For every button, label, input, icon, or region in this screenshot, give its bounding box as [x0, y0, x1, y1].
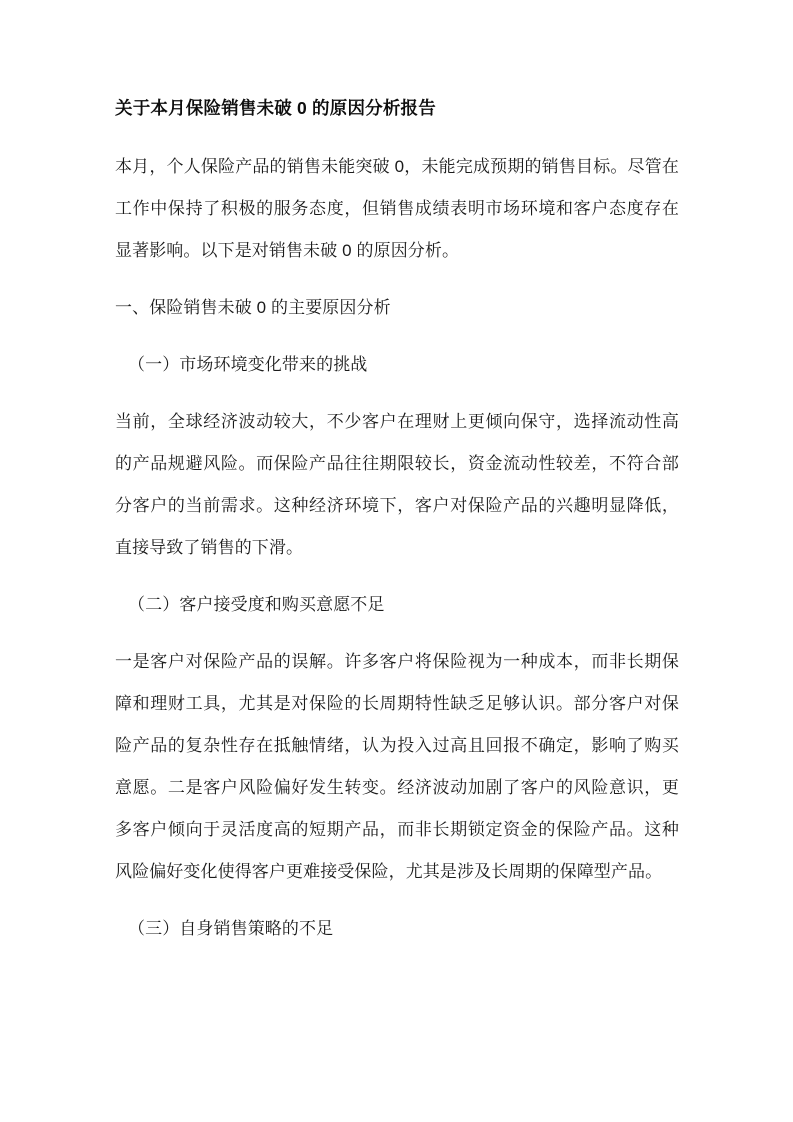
subsection-heading-1-2: （二）客户接受度和购买意愿不足: [128, 595, 385, 614]
subsection-paragraph-1-1: 当前，全球经济波动较大，不少客户在理财上更倾向保守，选择流动性高的产品规避风险。而保险产品往往期限较长，资金流动性较差，不符合部分客户的当前需求。这种经济环境下，客户对保险产品的兴趣明显降低，直接导致了销售的下滑。: [115, 412, 679, 557]
subsection-heading-1-1: （一）市场环境变化带来的挑战: [128, 355, 368, 374]
subsection-paragraph-1-2: 一是客户对保险产品的误解。许多客户将保险视为一种成本，而非长期保障和理财工具，尤其是对保险的长周期特性缺乏足够认识。部分客户对保险产品的复杂性存在抵触情绪，认为投入过高且回报不确定，影响了购买意愿。二是客户风险偏好发生转变。经济波动加剧了客户的风险意识，更多客户倾向于灵活度高的短期产品，而非长期锁定资金的保险产品。这种风险偏好变化使得客户更难接受保险，尤其是涉及长周期的保障型产品。: [115, 652, 679, 881]
subsection-heading-1-3: （三）自身销售策略的不足: [128, 919, 334, 938]
document-body: [115, 92, 679, 959]
intro-paragraph: 本月，个人保险产品的销售未能突破 0，未能完成预期的销售目标。尽管在工作中保持了积极的服务态度，但销售成绩表明市场环境和客户态度存在显著影响。以下是对销售未破 0 的原因分析。: [115, 157, 679, 260]
page-title: 关于本月保险销售未破 0 的原因分析报告: [115, 98, 436, 118]
section-heading-1: 一、保险销售未破 0 的主要原因分析: [115, 298, 391, 317]
